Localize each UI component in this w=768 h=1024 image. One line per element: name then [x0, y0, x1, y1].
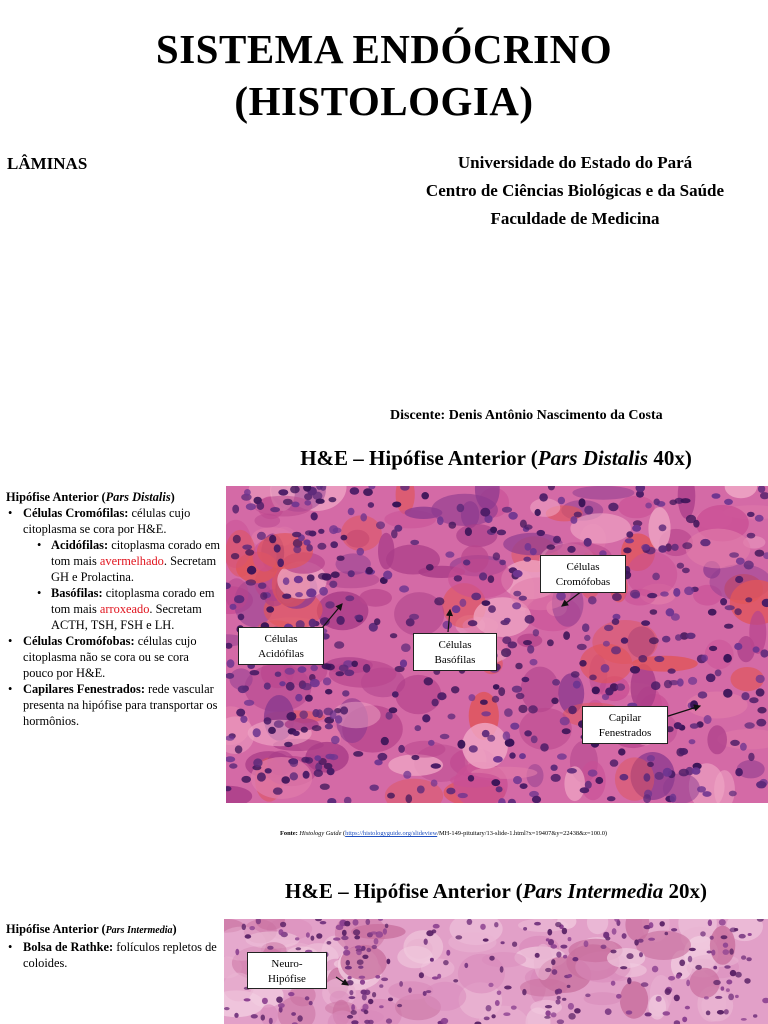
section1-notes-heading: Hipófise Anterior (Pars Distalis)	[6, 490, 175, 504]
fonte-link[interactable]: https://histologyguide.org/slideview	[345, 830, 438, 837]
section1-title-post: 40x)	[648, 446, 692, 470]
callout-neuro-hipofise: Neuro- Hipófise	[247, 952, 327, 989]
callout-celulas-cromofobas: Células Cromófobas	[540, 555, 626, 593]
discente-label: Discente:	[390, 408, 446, 423]
callout-celulas-basofilas: Células Basófilas	[413, 633, 497, 671]
laminas-label: LÂMINAS	[7, 154, 88, 173]
university-name: Universidade do Estado do Pará	[457, 153, 693, 172]
faculty-name: Faculdade de Medicina	[490, 209, 660, 228]
discente-name: Denis Antônio Nascimento da Costa	[448, 408, 663, 423]
section2-notes-heading: Hipófise Anterior (Pars Intermedia)	[6, 922, 177, 936]
note-capilares: • Capilares Fenestrados: rede vascular presenta na hipófise para transportar os hormônios.	[6, 681, 220, 729]
document-title-line2: (HISTOLOGIA)	[234, 78, 534, 124]
fonte-citation: Fonte: Histology Guide (https://histologyguide.org/slideview/MH-149-pituitary/13-slide-1.html?x=19407&y=22438&z=100.0)	[280, 830, 608, 837]
note-cromofobas: • Células Cromófobas: células cujo citoplasma não se cora ou se cora pouco por H&E.	[6, 633, 220, 681]
discente-line	[390, 408, 663, 424]
section1-title-italic: Pars Distalis	[537, 446, 649, 470]
note-cromofilas: • Células Cromófilas: células cujo citoplasma se cora por H&E. • Acidófilas: citoplasma corado em tom mais avermelhado. Secretam GH e Prolactina. • Basófilas: citoplasma corado em tom mais arroxeado. Secretam ACTH, TSH, FSH e LH.	[6, 505, 220, 633]
note-bolsa-rathke: • Bolsa de Rathke: folículos repletos de coloides.	[6, 939, 222, 971]
center-name: Centro de Ciências Biológicas e da Saúde	[425, 181, 725, 200]
section2-title: H&E – Hipófise Anterior (Pars Intermedia 20x)	[285, 879, 707, 903]
note-acidofilas: • Acidófilas: citoplasma corado em tom mais avermelhado. Secretam GH e Prolactina.	[37, 537, 220, 585]
section1-title-pre: H&E – Hipófise Anterior (	[300, 446, 538, 470]
arrow-basofilas	[448, 610, 450, 632]
arrow-cromofobas	[562, 591, 582, 606]
callout-celulas-acidofilas: Células Acidófilas	[238, 627, 324, 665]
section1-notes	[6, 489, 220, 729]
section2-notes	[6, 921, 222, 971]
section1-title	[226, 446, 766, 471]
document-title-line1: SISTEMA ENDÓCRINO	[155, 26, 613, 72]
arrow-acidofilas	[322, 604, 342, 628]
callout-capilar-fenestrados: Capilar Fenestrados	[582, 706, 668, 744]
note-basofilas: • Basófilas: citoplasma corado em tom mais arroxeado. Secretam ACTH, TSH, FSH e LH.	[37, 585, 220, 633]
arrow-neuro	[336, 977, 348, 985]
